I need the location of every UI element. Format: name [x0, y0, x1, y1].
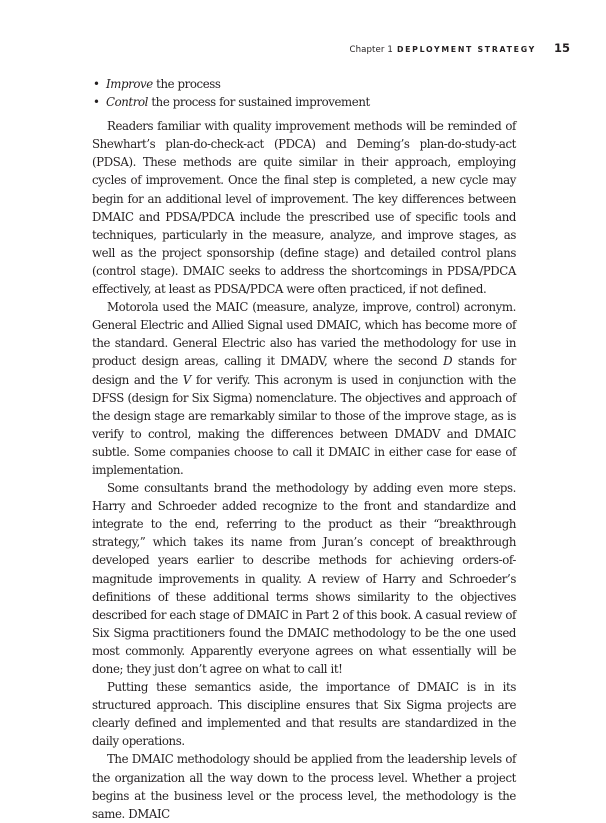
paragraph-text: for verify. This acronym is used in conjunction with the DFSS (design for Six Sigma) nomenclature. The objectives and approach of the design stage are remarkably similar to those of the improve stage, as is verify to control, making the differences between DMADV and DMAIC subtle. Some companies choose to call it DMAIC in either case for ease of implementation. — [92, 372, 516, 477]
bullet-text: the process — [152, 77, 221, 91]
paragraph — [92, 750, 516, 822]
italic-letter: V — [182, 372, 191, 387]
paragraph-text: Readers familiar with quality improvement methods will be reminded of Shewhart’s plan-do-check-act (PDCA) and Deming’s plan-do-study-act (PDSA). These methods are quite similar in their approach, employing cycles of improvement. Once the final step is completed, a new cycle may begin for an additional level of improvement. The key differences between DMAIC and PDSA/PDCA include the prescribed use of specific tools and techniques, particularly in the measure, analyze, and improve stages, as well as the project sponsorship (define stage) and detailed control plans (control stage). DMAIC seeks to address the shortcomings in PDSA/PDCA effectively, at least as PDSA/PDCA were often practiced, if not defined. — [92, 119, 516, 297]
bullet-text: the process for sustained improvement — [148, 95, 370, 110]
bullet-term: Control — [106, 95, 149, 110]
list-item — [92, 75, 516, 93]
paragraph — [92, 479, 516, 678]
paragraph — [92, 678, 516, 750]
paragraph-text: Putting these semantics aside, the importance of DMAIC is in its structured approach. This discipline ensures that Six Sigma projects are clearly defined and implemented and that results are standardized in the daily operations. — [92, 680, 516, 749]
paragraph-text: The DMAIC methodology should be applied from the leadership levels of the organization all the way down to the process level. Whether a project begins at the business level or the process level, the methodology is the same. DMAIC — [92, 752, 516, 821]
paragraph-text: Motorola used the MAIC (measure, analyze, improve, control) acronym. General Electric and Allied Signal used DMAIC, which has become more of the standard. General Electric also has varied the methodology for use in product design areas, calling it DMADV, where the second — [92, 300, 516, 369]
body-text — [92, 75, 516, 823]
page-number: 15 — [553, 41, 570, 55]
paragraph-text: Some consultants brand the methodology by adding even more steps. Harry and Schroeder added recognize to the front and standardize and integrate to the end, referring to the product as their “breakthrough strategy,” which takes its name from Juran’s concept of breakthrough developed years earlier to describe methods for achieving orders-of-magnitude improvements in quality. A review of Harry and Schroeder’s definitions of these additional terms shows similarity to the objectives described for each stage of DMAIC in Part 2 of this book. A casual review of Six Sigma practitioners found the DMAIC methodology to be the one used most commonly. Apparently everyone agrees on what essentially will be done; they just don’t agree on what to call it! — [92, 481, 516, 676]
section-title: DEPLOYMENT STRATEGY — [396, 45, 536, 54]
italic-letter: D — [443, 354, 453, 369]
list-item — [92, 93, 516, 111]
running-head — [349, 41, 570, 55]
bullet-term: Improve — [106, 77, 153, 91]
chapter-label: Chapter 1 — [349, 45, 393, 55]
paragraph-text: stands for design and the — [92, 354, 516, 387]
paragraph — [92, 298, 516, 479]
paragraph — [92, 117, 516, 298]
bullet-list — [92, 75, 516, 111]
